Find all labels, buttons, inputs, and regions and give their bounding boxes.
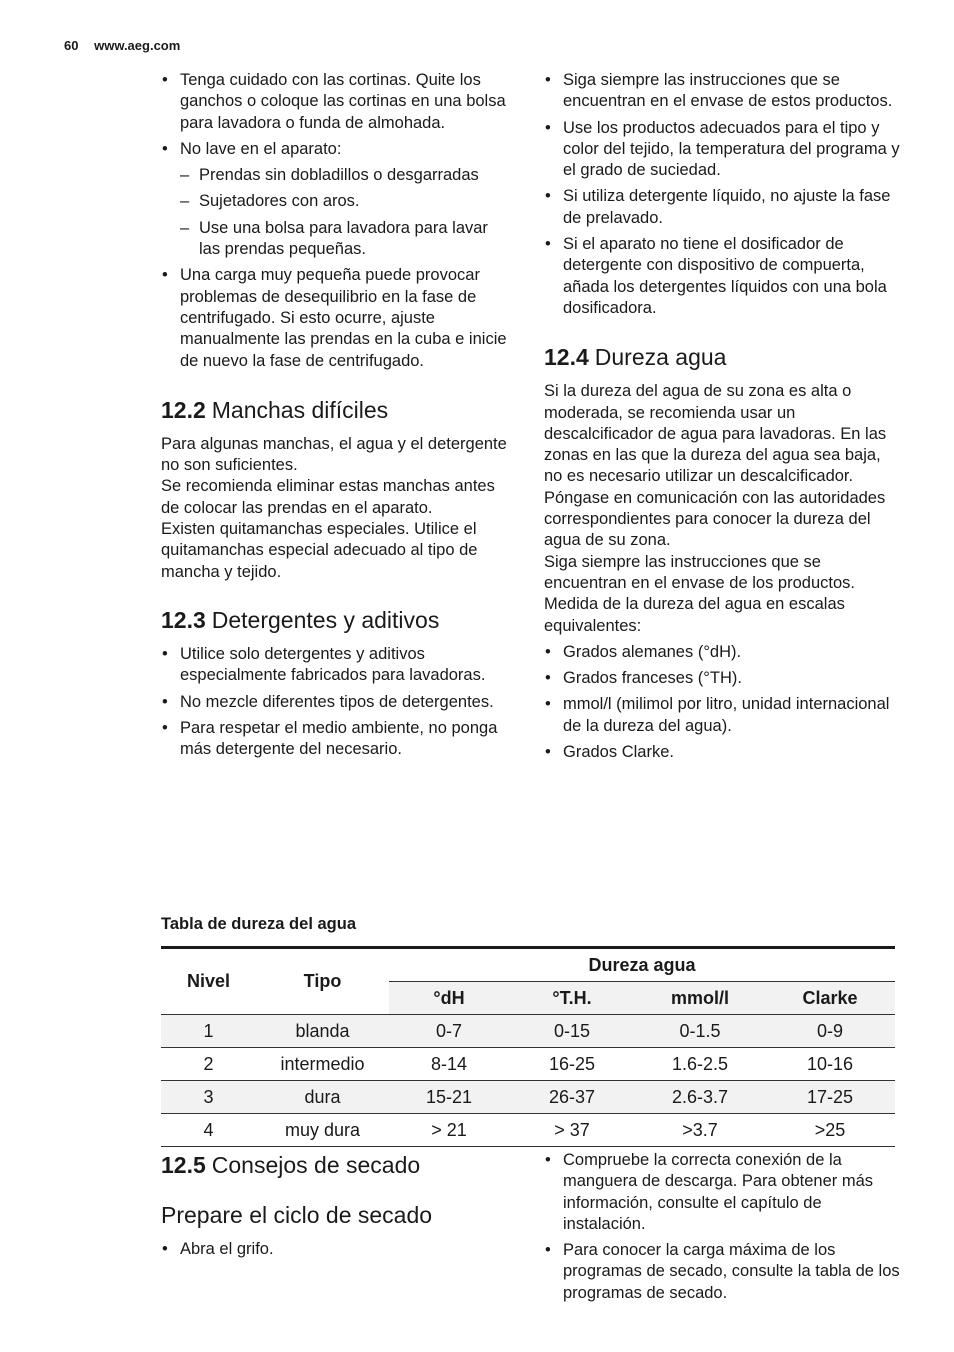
list-item: • Compruebe la correcta conexión de la manguera de descarga. Para obtener más información, consulte el capítulo de instalación. — [544, 1150, 900, 1235]
website-link[interactable]: www.aeg.com — [94, 38, 181, 53]
list-item: • Para respetar el medio ambiente, no ponga más detergente del necesario. — [161, 718, 513, 761]
list-item: • Grados Clarke. — [544, 742, 900, 763]
subsection-heading: Prepare el ciclo de secado — [161, 1202, 433, 1228]
page-number: 60 — [64, 38, 79, 53]
section-title: Manchas difíciles — [211, 396, 389, 423]
header-clarke: Clarke — [765, 982, 895, 1015]
paragraph: Si la dureza del agua de su zona es alta o moderada, se recomienda usar un descalcificador de agua para lavadoras. En las zonas en las que la dureza del agua sea baja, no es necesario utilizar un descalcificador. — [544, 382, 887, 486]
sublist-item: – Prendas sin dobladillos o desgarradas — [180, 165, 513, 186]
right-column — [544, 70, 900, 768]
table-cell: 16-25 — [509, 1048, 635, 1081]
list-item: • Abra el grifo. — [161, 1239, 513, 1260]
table-cell: 1.6-2.5 — [635, 1048, 765, 1081]
table-cell: 0-1.5 — [635, 1015, 765, 1048]
list-item: • Tenga cuidado con las cortinas. Quite los ganchos o coloque las cortinas en una bolsa para lavadora o funda de almohada. — [161, 70, 513, 134]
paragraph: Siga siempre las instrucciones que se encuentran en el envase de los productos. — [544, 552, 855, 592]
section-heading-12-5 — [161, 1151, 513, 1179]
paragraph: Póngase en comunicación con las autoridades correspondientes para conocer la dureza del agua de su zona. — [544, 488, 886, 550]
section-number: 12.2 — [161, 396, 206, 423]
sublist-item: – Use una bolsa para lavadora para lavar las prendas pequeñas. — [180, 218, 513, 261]
section-number: 12.4 — [544, 344, 589, 371]
table-cell: 0-9 — [765, 1015, 895, 1048]
list-item: • Grados franceses (°TH). — [544, 668, 900, 689]
list-item: • Si utiliza detergente líquido, no ajuste la fase de prelavado. — [544, 186, 900, 229]
table-cell: 1 — [161, 1015, 256, 1048]
water-hardness-table — [161, 946, 895, 1147]
table-cell: 26-37 — [509, 1081, 635, 1114]
list-item: • No mezcle diferentes tipos de detergentes. — [161, 692, 513, 713]
header-mmol: mmol/l — [635, 982, 765, 1015]
table-cell: 10-16 — [765, 1048, 895, 1081]
paragraph: Para algunas manchas, el agua y el detergente no son suficientes. — [161, 434, 507, 475]
header-th: °T.H. — [509, 982, 635, 1015]
list-item — [161, 139, 513, 260]
section-title: Consejos de secado — [211, 1152, 421, 1178]
instructions-list — [544, 70, 900, 319]
sublist-item: – Sujetadores con aros. — [180, 191, 513, 212]
table-cell: 15-21 — [389, 1081, 509, 1114]
table-row — [161, 1081, 895, 1114]
list-item: • Para conocer la carga máxima de los programas de secado, consulte la tabla de los programas de secado. — [544, 1240, 900, 1304]
section-12-5-left — [161, 1151, 513, 1265]
table-cell: 17-25 — [765, 1081, 895, 1114]
table-row — [161, 1048, 895, 1081]
table-cell: >3.7 — [635, 1114, 765, 1147]
section-heading-12-4 — [544, 343, 900, 371]
detergent-list — [161, 644, 513, 760]
section-number: 12.3 — [161, 606, 206, 633]
table-cell: > 21 — [389, 1114, 509, 1147]
table-cell: 0-15 — [509, 1015, 635, 1048]
header-nivel: Nivel — [161, 948, 256, 1015]
list-item: • Grados alemanes (°dH). — [544, 642, 900, 663]
table-cell: muy dura — [256, 1114, 389, 1147]
paragraph: Existen quitamanchas especiales. Utilice el quitamanchas especial adecuado al tipo de mancha y tejido. — [161, 520, 478, 581]
table-cell: dura — [256, 1081, 389, 1114]
left-column — [161, 70, 513, 765]
section-title: Dureza agua — [594, 344, 727, 371]
care-list — [161, 70, 513, 372]
header-tipo: Tipo — [256, 948, 389, 1015]
hardness-scales-list — [544, 642, 900, 763]
paragraph: Se recomienda eliminar estas manchas antes de colocar las prendas en el aparato. — [161, 477, 495, 517]
header-dureza-agua: Dureza agua — [389, 948, 895, 982]
table-caption: Tabla de dureza del agua — [161, 915, 356, 933]
table-cell: 2.6-3.7 — [635, 1081, 765, 1114]
paragraph: Medida de la dureza del agua en escalas equivalentes: — [544, 595, 845, 635]
list-item: • Siga siempre las instrucciones que se encuentran en el envase de estos productos. — [544, 70, 900, 113]
table-cell: blanda — [256, 1015, 389, 1048]
drying-prep-list-right — [544, 1150, 900, 1304]
list-item: • mmol/l (milimol por litro, unidad internacional de la dureza del agua). — [544, 694, 900, 737]
header-dh: °dH — [389, 982, 509, 1015]
list-item-text: No lave en el aparato: — [180, 139, 342, 158]
section-heading-12-3 — [161, 606, 513, 634]
table-cell: 0-7 — [389, 1015, 509, 1048]
table-cell: 4 — [161, 1114, 256, 1147]
list-item: • Utilice solo detergentes y aditivos especialmente fabricados para lavadoras. — [161, 644, 513, 687]
no-lave-sublist — [180, 165, 513, 260]
table-cell: 8-14 — [389, 1048, 509, 1081]
table-row — [161, 1114, 895, 1147]
list-item: • Una carga muy pequeña puede provocar problemas de desequilibrio en la fase de centrifugado. Si esto ocurre, ajuste manualmente las prendas en la cuba e inicie de nuevo la fase de centrifugado. — [161, 265, 513, 371]
list-item: • Use los productos adecuados para el tipo y color del tejido, la temperatura del programa y el grado de suciedad. — [544, 118, 900, 182]
list-item: • Si el aparato no tiene el dosificador de detergente con dispositivo de compuerta, añada los detergentes líquidos con una bola dosificadora. — [544, 234, 900, 319]
table-cell: > 37 — [509, 1114, 635, 1147]
table-row — [161, 1015, 895, 1048]
drying-prep-list — [161, 1239, 513, 1260]
table-cell: 2 — [161, 1048, 256, 1081]
section-heading-12-2 — [161, 396, 513, 424]
section-number: 12.5 — [161, 1152, 206, 1178]
table-cell: intermedio — [256, 1048, 389, 1081]
table-cell: >25 — [765, 1114, 895, 1147]
section-title: Detergentes y aditivos — [211, 606, 440, 633]
page-header — [64, 38, 180, 53]
section-12-5-right — [544, 1150, 900, 1309]
table-cell: 3 — [161, 1081, 256, 1114]
